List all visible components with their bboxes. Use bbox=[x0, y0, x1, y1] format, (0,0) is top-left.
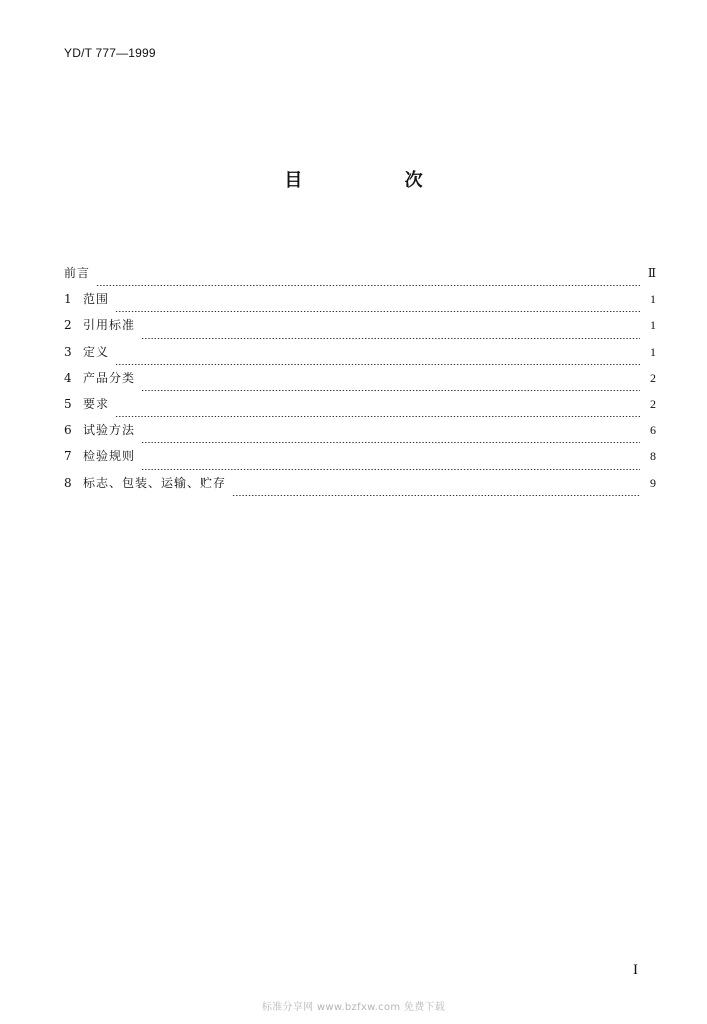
toc-entry-marking-packaging[interactable] bbox=[64, 474, 656, 500]
toc-entry-label: 范围 bbox=[83, 292, 110, 307]
toc-entry-page: 1 bbox=[650, 318, 656, 333]
toc-entry-foreword[interactable] bbox=[64, 264, 656, 290]
toc-entry-page: 2 bbox=[650, 370, 656, 385]
toc-entry-page: 8 bbox=[650, 449, 656, 464]
toc-entry-page: 2 bbox=[650, 396, 656, 411]
table-of-contents bbox=[64, 264, 656, 500]
toc-entry-page: 1 bbox=[650, 344, 656, 359]
dot-leader bbox=[141, 390, 640, 391]
toc-entry-page: 9 bbox=[650, 475, 656, 490]
dot-leader bbox=[115, 311, 640, 312]
toc-entry-label: 检验规则 bbox=[83, 449, 136, 464]
toc-entry-label: 定义 bbox=[83, 344, 110, 359]
page-number: I bbox=[633, 962, 638, 978]
toc-entry-page: 6 bbox=[650, 423, 656, 438]
dot-leader bbox=[115, 416, 640, 417]
watermark: 标准分享网 www.bzfxw.com 免费下载 bbox=[261, 1002, 446, 1013]
toc-entry-normative-references[interactable] bbox=[64, 316, 656, 342]
dot-leader bbox=[96, 285, 640, 286]
dot-leader bbox=[232, 495, 640, 496]
toc-entry-scope[interactable] bbox=[64, 290, 656, 316]
toc-entry-product-classification[interactable] bbox=[64, 369, 656, 395]
toc-entry-number: 8 bbox=[64, 475, 72, 490]
toc-entry-requirements[interactable] bbox=[64, 395, 656, 421]
toc-entry-number: 3 bbox=[64, 344, 72, 359]
toc-entry-page: 1 bbox=[650, 292, 656, 307]
toc-entry-inspection-rules[interactable] bbox=[64, 447, 656, 473]
dot-leader bbox=[141, 442, 640, 443]
standard-code: YD/T 777—1999 bbox=[64, 46, 156, 60]
toc-entry-number: 2 bbox=[64, 318, 72, 333]
toc-entry-number: 7 bbox=[64, 449, 72, 464]
toc-entry-label: 试验方法 bbox=[83, 423, 136, 438]
toc-entry-number: 4 bbox=[64, 370, 72, 385]
dot-leader bbox=[141, 338, 640, 339]
toc-entry-label: 要求 bbox=[83, 396, 110, 411]
dot-leader bbox=[141, 469, 640, 470]
toc-entry-label: 产品分类 bbox=[83, 370, 136, 385]
toc-entry-number: 6 bbox=[64, 423, 72, 438]
toc-entry-definitions[interactable] bbox=[64, 343, 656, 369]
toc-entry-number: 1 bbox=[64, 292, 72, 307]
toc-entry-number: 5 bbox=[64, 396, 72, 411]
dot-leader bbox=[115, 364, 640, 365]
toc-entry-label: 前言 bbox=[64, 266, 91, 280]
page-title: 目 次 bbox=[284, 170, 471, 191]
toc-entry-label: 引用标准 bbox=[83, 318, 136, 333]
toc-entry-label: 标志、包装、运输、贮存 bbox=[83, 475, 227, 490]
toc-entry-page: Ⅱ bbox=[647, 266, 656, 280]
toc-entry-test-methods[interactable] bbox=[64, 421, 656, 447]
